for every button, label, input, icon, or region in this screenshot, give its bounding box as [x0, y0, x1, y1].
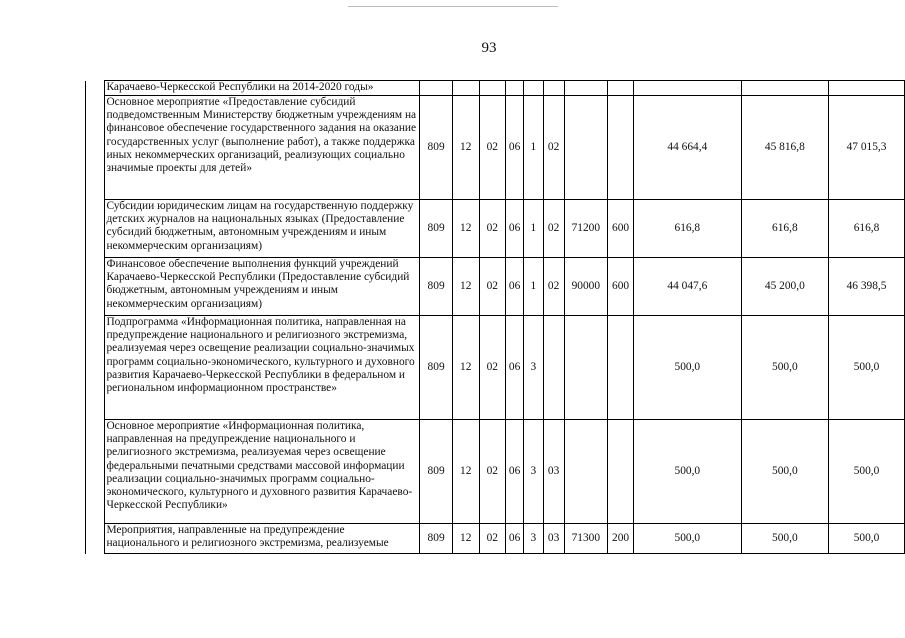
row-name-cell: Финансовое обеспечение выполнения функций учреждений Карачаево-Черкесской Республики (Предоставление субсидий бюджетным, автономным учреждениям и иным некоммерческим организациям)	[105, 258, 420, 316]
row-name-cell: Подпрограмма «Информационная политика, направленная на предупреждение национального и религиозного экстремизма, реализуемая через освещение реализации социально-значимых программ социально-экономического, культурного и духовного развития Карачаево-Черкесской Республики в федеральном и региональном информационном пространстве»	[105, 316, 420, 420]
program-code-cell: 06	[506, 258, 524, 316]
table-row	[86, 420, 905, 524]
event-code-cell: 02	[543, 258, 564, 316]
section-code-cell: 12	[452, 524, 479, 554]
event-code-cell: 02	[543, 96, 564, 200]
direction-code-cell: 71200	[564, 200, 608, 258]
row-margin-cell	[86, 81, 105, 96]
row-name-cell: Карачаево-Черкесской Республики на 2014-2020 годы»	[105, 81, 420, 96]
row-margin-cell	[86, 420, 105, 524]
row-margin-cell	[86, 200, 105, 258]
admin-code-cell: 809	[420, 258, 453, 316]
amount-2018-cell: 500,0	[634, 420, 742, 524]
row-name-cell: Мероприятия, направленные на предупреждение национального и религиозного экстремизма, реализуемые	[105, 524, 420, 554]
expense-type-code-cell	[608, 420, 634, 524]
amount-2020-cell: 47 015,3	[829, 96, 905, 200]
amount-2020-cell: 46 398,5	[829, 258, 905, 316]
row-name-cell: Основное мероприятие «Предоставление субсидий подведомственным Министерству бюджетным учреждениям на финансовое обеспечение государственного задания на оказание государственных услуг (выполнение работ), а также поддержка иных некоммерческих организаций, реализующих социально значимые проекты для детей»	[105, 96, 420, 200]
page-number: 93	[481, 40, 497, 56]
amount-2018-cell: 44 047,6	[634, 258, 742, 316]
amount-2020-cell: 500,0	[829, 316, 905, 420]
expense-type-code-cell	[608, 316, 634, 420]
table-row	[86, 316, 905, 420]
event-code-cell	[543, 81, 564, 96]
section-code-cell: 12	[452, 316, 479, 420]
admin-code-cell: 809	[420, 420, 453, 524]
direction-code-cell	[564, 96, 608, 200]
program-code-cell: 06	[506, 316, 524, 420]
section-code-cell: 12	[452, 420, 479, 524]
row-name-cell: Основное мероприятие «Информационная политика, направленная на предупреждение национального и религиозного экстремизма, реализуемая через освещение федеральными печатными средствами массовой информации реализации социально-значимых программ социально-экономического, культурного и духовного развития Карачаево-Черкесской Республики»	[105, 420, 420, 524]
amount-2018-cell: 616,8	[634, 200, 742, 258]
section-code-cell: 12	[452, 96, 479, 200]
subprogram-code-cell: 3	[524, 524, 544, 554]
row-name-cell: Субсидии юридическим лицам на государственную поддержку детских журналов на национальных языках (Предоставление субсидий бюджетным, автономным учреждениям и иным некоммерческим организациям)	[105, 200, 420, 258]
amount-2018-cell: 500,0	[634, 316, 742, 420]
subsection-code-cell: 02	[479, 258, 506, 316]
subsection-code-cell: 02	[479, 420, 506, 524]
amount-2019-cell: 500,0	[741, 316, 828, 420]
amount-2019-cell: 45 200,0	[741, 258, 828, 316]
table-row	[86, 524, 905, 554]
amount-2018-cell: 500,0	[634, 524, 742, 554]
subprogram-code-cell: 3	[524, 316, 544, 420]
event-code-cell: 03	[543, 420, 564, 524]
amount-2019-cell: 500,0	[741, 524, 828, 554]
subsection-code-cell: 02	[479, 96, 506, 200]
row-margin-cell	[86, 258, 105, 316]
admin-code-cell: 809	[420, 524, 453, 554]
section-code-cell: 12	[452, 258, 479, 316]
amount-2019-cell	[741, 81, 828, 96]
direction-code-cell	[564, 420, 608, 524]
amount-2020-cell	[829, 81, 905, 96]
event-code-cell: 03	[543, 524, 564, 554]
amount-2019-cell: 500,0	[741, 420, 828, 524]
amount-2020-cell: 500,0	[829, 524, 905, 554]
amount-2020-cell: 500,0	[829, 420, 905, 524]
amount-2019-cell: 616,8	[741, 200, 828, 258]
subprogram-code-cell: 1	[524, 258, 544, 316]
table-row	[86, 200, 905, 258]
subsection-code-cell: 02	[479, 524, 506, 554]
amount-2018-cell	[634, 81, 742, 96]
expense-type-code-cell	[608, 81, 634, 96]
amount-2019-cell: 45 816,8	[741, 96, 828, 200]
section-code-cell	[452, 81, 479, 96]
table-row	[86, 81, 905, 96]
subprogram-code-cell: 3	[524, 420, 544, 524]
subprogram-code-cell: 1	[524, 96, 544, 200]
expense-type-code-cell: 600	[608, 200, 634, 258]
admin-code-cell: 809	[420, 96, 453, 200]
subprogram-code-cell	[524, 81, 544, 96]
subsection-code-cell: 02	[479, 316, 506, 420]
table-row	[86, 96, 905, 200]
expense-type-code-cell: 200	[608, 524, 634, 554]
event-code-cell: 02	[543, 200, 564, 258]
amount-2020-cell: 616,8	[829, 200, 905, 258]
admin-code-cell: 809	[420, 316, 453, 420]
event-code-cell	[543, 316, 564, 420]
row-margin-cell	[86, 524, 105, 554]
direction-code-cell	[564, 81, 608, 96]
table-row	[86, 258, 905, 316]
subsection-code-cell: 02	[479, 200, 506, 258]
direction-code-cell: 90000	[564, 258, 608, 316]
subsection-code-cell	[479, 81, 506, 96]
admin-code-cell	[420, 81, 453, 96]
program-code-cell: 06	[506, 96, 524, 200]
expense-type-code-cell: 600	[608, 258, 634, 316]
subprogram-code-cell: 1	[524, 200, 544, 258]
program-code-cell: 06	[506, 524, 524, 554]
expense-type-code-cell	[608, 96, 634, 200]
program-code-cell	[506, 81, 524, 96]
row-margin-cell	[86, 316, 105, 420]
amount-2018-cell: 44 664,4	[634, 96, 742, 200]
admin-code-cell: 809	[420, 200, 453, 258]
budget-table	[85, 80, 905, 554]
direction-code-cell: 71300	[564, 524, 608, 554]
direction-code-cell	[564, 316, 608, 420]
program-code-cell: 06	[506, 420, 524, 524]
program-code-cell: 06	[506, 200, 524, 258]
row-margin-cell	[86, 96, 105, 200]
top-rule	[348, 6, 558, 7]
section-code-cell: 12	[452, 200, 479, 258]
